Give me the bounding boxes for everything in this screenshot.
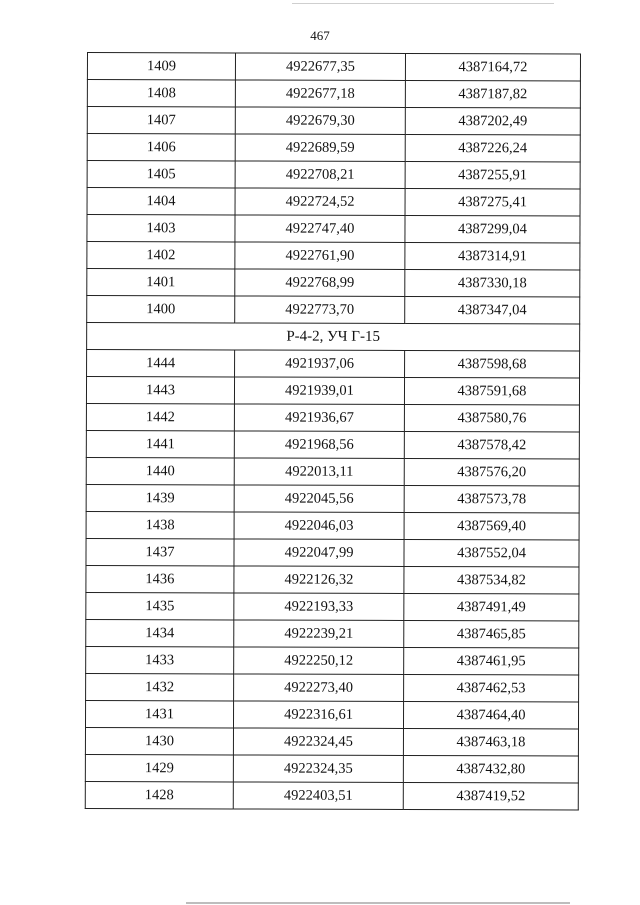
- point-number-cell: 1409: [87, 53, 235, 80]
- point-number-cell: 1431: [85, 700, 233, 727]
- x-coordinate-cell: 4922013,11: [234, 458, 404, 486]
- table-row: [86, 511, 579, 539]
- table-row: [87, 215, 580, 243]
- y-coordinate-cell: 4387461,95: [404, 647, 579, 675]
- table-row: [87, 134, 580, 162]
- y-coordinate-cell: 4387432,80: [403, 755, 578, 783]
- table-row: [87, 107, 580, 135]
- point-number-cell: 1432: [86, 673, 234, 700]
- point-number-cell: 1402: [87, 242, 235, 269]
- y-coordinate-cell: 4387573,78: [404, 485, 579, 513]
- y-coordinate-cell: 4387580,76: [404, 404, 579, 432]
- y-coordinate-cell: 4387255,91: [405, 161, 580, 189]
- point-number-cell: 1439: [86, 484, 234, 511]
- x-coordinate-cell: 4922046,03: [234, 512, 404, 540]
- table-row: [86, 538, 579, 566]
- point-number-cell: 1404: [87, 188, 235, 215]
- table-row: [86, 484, 579, 512]
- point-number-cell: 1438: [86, 511, 234, 538]
- x-coordinate-cell: 4922677,35: [235, 53, 405, 81]
- table-row: [85, 727, 578, 755]
- x-coordinate-cell: 4922273,40: [234, 674, 404, 702]
- x-coordinate-cell: 4922239,21: [234, 620, 404, 648]
- table-row: [87, 53, 580, 81]
- point-number-cell: 1400: [87, 296, 235, 323]
- x-coordinate-cell: 4922679,30: [235, 107, 405, 135]
- y-coordinate-cell: 4387187,82: [405, 80, 580, 108]
- table-row: [87, 350, 580, 378]
- point-number-cell: 1428: [85, 781, 233, 808]
- point-number-cell: 1403: [87, 215, 235, 242]
- point-number-cell: 1441: [86, 430, 234, 457]
- table-row: [87, 296, 580, 324]
- x-coordinate-cell: 4921937,06: [235, 350, 405, 378]
- table-row: [86, 646, 579, 674]
- x-coordinate-cell: 4921968,56: [234, 431, 404, 459]
- point-number-cell: 1436: [86, 565, 234, 592]
- scan-edge-line: [292, 3, 554, 4]
- section-title: Р-4-2, УЧ Г-15: [87, 323, 580, 351]
- point-number-cell: 1407: [87, 107, 235, 134]
- table-row: [87, 188, 580, 216]
- x-coordinate-cell: 4922773,70: [235, 296, 405, 324]
- y-coordinate-cell: 4387465,85: [404, 620, 579, 648]
- y-coordinate-cell: 4387464,40: [403, 701, 578, 729]
- x-coordinate-cell: 4922724,52: [235, 188, 405, 216]
- y-coordinate-cell: 4387419,52: [403, 782, 578, 810]
- coordinates-table-body: [85, 53, 580, 810]
- y-coordinate-cell: 4387275,41: [405, 188, 580, 216]
- x-coordinate-cell: 4922677,18: [235, 80, 405, 108]
- table-row: [86, 565, 579, 593]
- y-coordinate-cell: 4387226,24: [405, 134, 580, 162]
- x-coordinate-cell: 4922045,56: [234, 485, 404, 513]
- point-number-cell: 1443: [86, 377, 234, 404]
- y-coordinate-cell: 4387330,18: [405, 269, 580, 297]
- x-coordinate-cell: 4922324,35: [233, 755, 403, 783]
- table-row: [85, 700, 578, 728]
- y-coordinate-cell: 4387591,68: [404, 377, 579, 405]
- point-number-cell: 1440: [86, 457, 234, 484]
- table-row: [86, 457, 579, 485]
- point-number-cell: 1437: [86, 538, 234, 565]
- x-coordinate-cell: 4921936,67: [234, 404, 404, 432]
- section-header-row: [87, 323, 580, 351]
- table-row: [85, 781, 578, 809]
- table-row: [85, 754, 578, 782]
- scan-edge-line: [186, 902, 570, 904]
- point-number-cell: 1406: [87, 134, 235, 161]
- table-row: [86, 377, 579, 405]
- x-coordinate-cell: 4922126,32: [234, 566, 404, 594]
- x-coordinate-cell: 4922761,90: [235, 242, 405, 270]
- point-number-cell: 1430: [85, 727, 233, 754]
- point-number-cell: 1429: [85, 754, 233, 781]
- y-coordinate-cell: 4387534,82: [404, 566, 579, 594]
- x-coordinate-cell: 4922250,12: [234, 647, 404, 675]
- x-coordinate-cell: 4922403,51: [233, 782, 403, 810]
- point-number-cell: 1444: [87, 350, 235, 377]
- table-row: [87, 242, 580, 270]
- x-coordinate-cell: 4922708,21: [235, 161, 405, 189]
- table-row: [87, 161, 580, 189]
- y-coordinate-cell: 4387552,04: [404, 539, 579, 567]
- y-coordinate-cell: 4387598,68: [405, 350, 580, 378]
- y-coordinate-cell: 4387576,20: [404, 458, 579, 486]
- y-coordinate-cell: 4387164,72: [405, 53, 580, 81]
- table-row: [87, 269, 580, 297]
- y-coordinate-cell: 4387299,04: [405, 215, 580, 243]
- x-coordinate-cell: 4922047,99: [234, 539, 404, 567]
- x-coordinate-cell: 4922193,33: [234, 593, 404, 621]
- page-number: 467: [310, 28, 330, 43]
- x-coordinate-cell: 4922316,61: [233, 701, 403, 729]
- table-row: [86, 403, 579, 431]
- point-number-cell: 1408: [87, 80, 235, 107]
- y-coordinate-cell: 4387491,49: [404, 593, 579, 621]
- x-coordinate-cell: 4922768,99: [235, 269, 405, 297]
- table-row: [86, 673, 579, 701]
- point-number-cell: 1405: [87, 161, 235, 188]
- table-row: [87, 80, 580, 108]
- x-coordinate-cell: 4922324,45: [233, 728, 403, 756]
- y-coordinate-cell: 4387578,42: [404, 431, 579, 459]
- y-coordinate-cell: 4387347,04: [405, 296, 580, 324]
- point-number-cell: 1434: [86, 619, 234, 646]
- x-coordinate-cell: 4921939,01: [234, 377, 404, 405]
- y-coordinate-cell: 4387462,53: [404, 674, 579, 702]
- point-number-cell: 1401: [87, 269, 235, 296]
- table-row: [86, 430, 579, 458]
- table-row: [86, 592, 579, 620]
- point-number-cell: 1435: [86, 592, 234, 619]
- x-coordinate-cell: 4922747,40: [235, 215, 405, 243]
- table-row: [86, 619, 579, 647]
- y-coordinate-cell: 4387569,40: [404, 512, 579, 540]
- y-coordinate-cell: 4387314,91: [405, 242, 580, 270]
- x-coordinate-cell: 4922689,59: [235, 134, 405, 162]
- coordinates-table: [85, 52, 581, 810]
- y-coordinate-cell: 4387202,49: [405, 107, 580, 135]
- point-number-cell: 1442: [86, 403, 234, 430]
- y-coordinate-cell: 4387463,18: [403, 728, 578, 756]
- point-number-cell: 1433: [86, 646, 234, 673]
